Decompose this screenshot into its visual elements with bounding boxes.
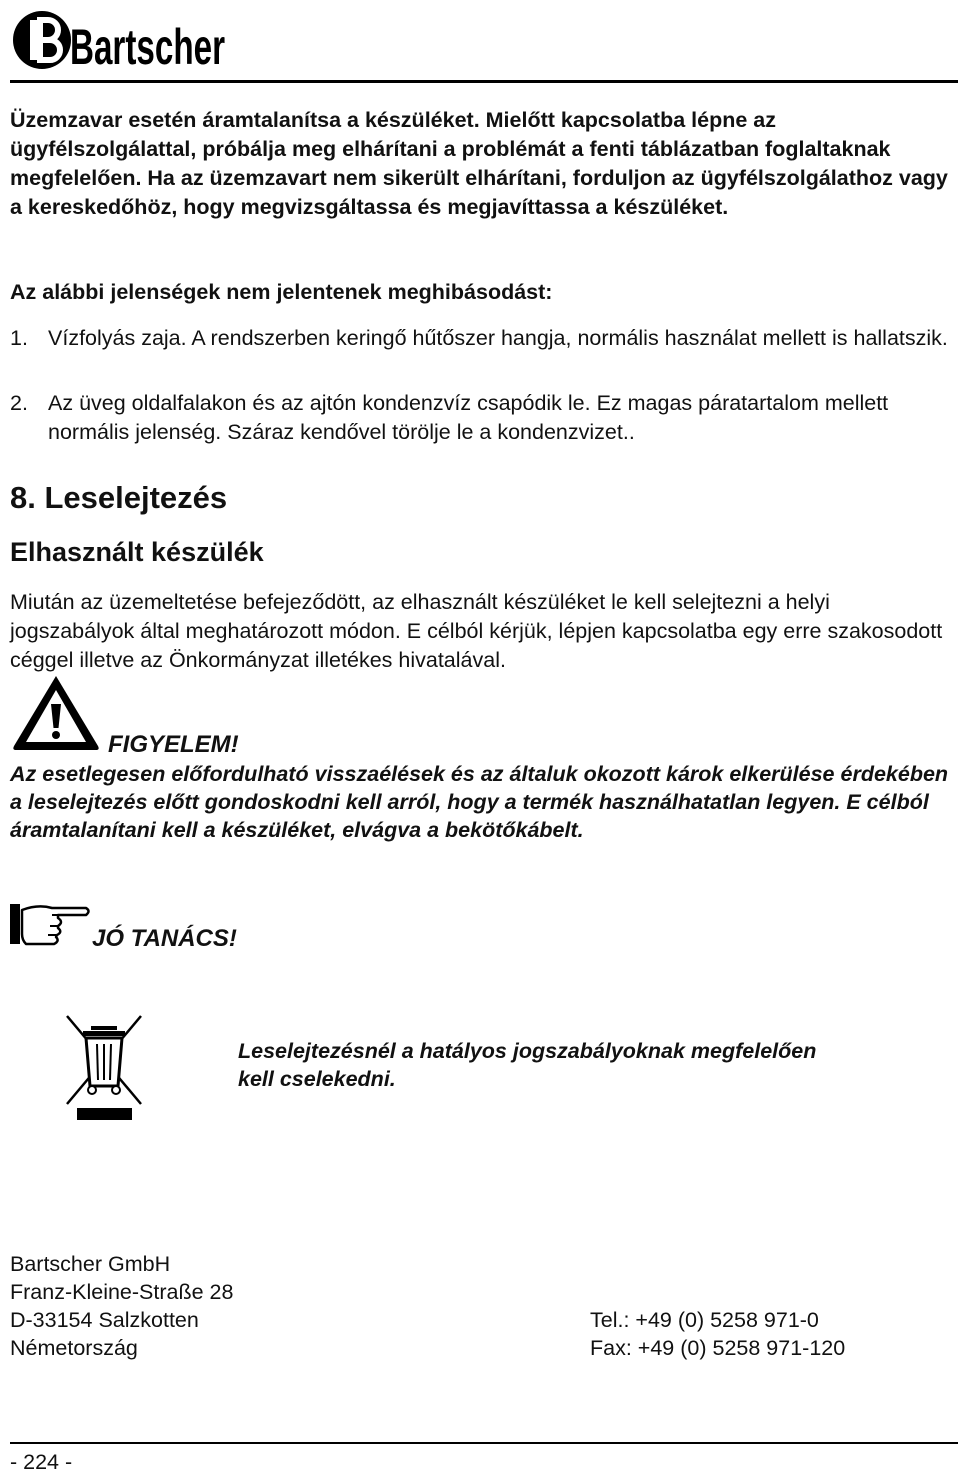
section-subtitle: Elhasznált készülék — [10, 537, 264, 567]
company-contact — [590, 1306, 845, 1362]
list-item-number: 2. — [10, 391, 28, 415]
pointing-hand-icon — [8, 900, 92, 948]
list-item-text: Az üveg oldalfalakon és az ajtón kondenzvíz csapódik le. Ez magas páratartalom mellett normális jelenség. Száraz kendővel törölje le a kondenzvizet.. — [48, 391, 889, 444]
city: D-33154 Salzkotten — [10, 1308, 199, 1332]
page-number: - 224 - — [10, 1450, 73, 1474]
street: Franz-Kleine-Straße 28 — [10, 1280, 234, 1304]
header-rule — [10, 80, 958, 83]
no-fault-subheading: Az alábbi jelenségek nem jelentenek meghibásodást: — [10, 280, 553, 304]
intro-paragraph: Üzemzavar esetén áramtalanítsa a készüléket. Mielőtt kapcsolatba lépne az ügyfélszolgálattal, próbálja meg elhárítani a problémát a fenti táblázatban foglaltaknak megfelelően. Ha az üzemzavart nem sikerült elhárítani, forduljon az ügyfélszolgálathoz vagy a kereskedőhöz, hogy megvizsgáltassa és megjavíttassa a készüléket. — [10, 108, 948, 219]
list-item-number: 1. — [10, 326, 28, 350]
warning-title: FIGYELEM! — [108, 731, 239, 758]
crossed-out-bin-icon — [55, 1008, 152, 1130]
disposal-paragraph: Miután az üzemeltetése befejeződött, az elhasznált készüléket le kell selejtezni a helyi jogszabályok által meghatározott módon. E célból kérjük, lépjen kapcsolatba egy erre szakosodott céggel illetve az Önkormányzat illetékes hivatalával. — [10, 590, 943, 672]
list-item — [10, 324, 955, 384]
warning-text: Az esetlegesen előfordulható visszaélések és az általuk okozott károk elkerülése érdekében a leselejtezés előtt gondoskodni kell arról, hogy a termék használhatatlan legyen. E célból áramtalanítani kell a készüléket, elvágva a bekötőkábelt. — [10, 762, 949, 842]
section-title: 8. Leselejtezés — [10, 480, 228, 515]
warning-triangle-icon — [10, 672, 102, 752]
company-address — [10, 1250, 233, 1362]
country: Németország — [10, 1336, 138, 1360]
list-item-text: Vízfolyás zaja. A rendszerben keringő hűtőszer hangja, normális használat mellett is hallatszik. — [48, 326, 948, 350]
list-item — [10, 389, 955, 449]
fax-number: Fax: +49 (0) 5258 971-120 — [590, 1336, 846, 1360]
bartscher-logo — [12, 6, 230, 75]
logo-text: Bartscher — [70, 19, 225, 75]
weee-text: Leselejtezésnél a hatályos jogszabályoknak megfelelően kell cselekedni. — [238, 1039, 817, 1091]
tip-title: JÓ TANÁCS! — [92, 925, 237, 952]
company-name: Bartscher GmbH — [10, 1252, 171, 1276]
phone-number: Tel.: +49 (0) 5258 971-0 — [590, 1308, 819, 1332]
footer-rule — [10, 1442, 958, 1444]
